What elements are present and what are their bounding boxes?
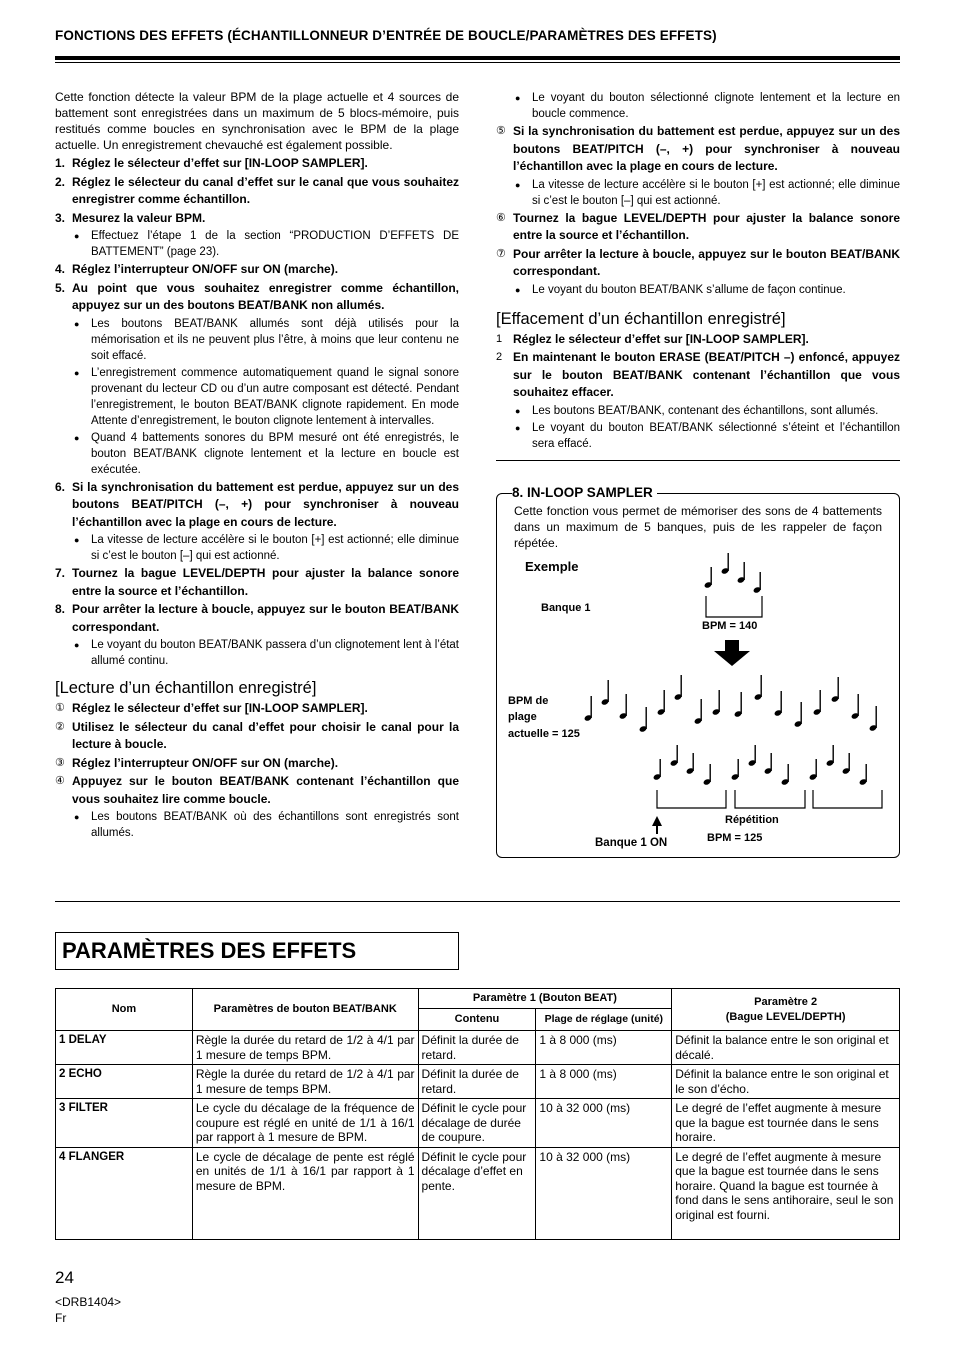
- bpm125-label: BPM = 125: [707, 832, 763, 844]
- param-beatbank: Le cycle de décalage de pente est réglé en unités de 1/1 à 16/1 par rapport à 1 mesure de BPM.: [192, 1147, 418, 1239]
- param-contenu: Définit la durée de retard.: [418, 1065, 536, 1099]
- step-text: Réglez le sélecteur du canal d’effet sur le canal que vous souhaitez enregistrer comme échantillon.: [72, 174, 459, 206]
- step-text: En maintenant le bouton ERASE (BEAT/PITCH –) enfoncé, appuyez sur le bouton BEAT/BANK contenant l’échantillon que vous souhaitez effacer.: [513, 350, 900, 399]
- bpm140-label: BPM = 140: [702, 620, 758, 632]
- step-text: Pour arrêter la lecture à boucle, appuyez sur le bouton BEAT/BANK correspondant.: [513, 246, 900, 278]
- bank1-bracket: [706, 596, 762, 617]
- bullet-dot: ●: [515, 179, 521, 190]
- repeat-bracket-1: [657, 790, 726, 808]
- header-param2-line2: (Bague LEVEL/DEPTH): [725, 1010, 846, 1023]
- bullet-text: Le voyant du bouton BEAT/BANK sélectionné s’éteint et l’échantillon sera effacé.: [532, 421, 900, 450]
- bpm-label-line3: actuelle = 125: [508, 728, 580, 740]
- step-text: Tournez la bague LEVEL/DEPTH pour ajuster la balance sonore entre la source et l’échantillon.: [72, 566, 459, 598]
- param-contenu: Définit le cycle pour décalage de durée de coupure.: [418, 1099, 536, 1148]
- param-level-depth: Définit la balance entre le son original et le son d’écho.: [672, 1065, 900, 1099]
- step-text: Réglez l’interrupteur ON/OFF sur ON (marche).: [72, 755, 339, 770]
- bullet-dot: ●: [515, 93, 521, 103]
- bullet-text: Effectuez l’étape 1 de la section “PRODUCTION D’EFFETS DE BATTEMENT” (page 23).: [91, 230, 459, 258]
- param-contenu: Définit la durée de retard.: [418, 1031, 536, 1065]
- bullet-text: Les boutons BEAT/BANK, contenant des échantillons, sont allumés.: [532, 404, 879, 417]
- bullet-dot: ●: [515, 422, 521, 433]
- bullet-dot: ●: [74, 640, 80, 650]
- bullet-dot: ●: [74, 318, 80, 329]
- step-text: Réglez le sélecteur d’effet sur [IN-LOOP SAMPLER].: [513, 331, 809, 346]
- bullet-text: Le voyant du bouton BEAT/BANK passera d’un clignotement lent à l’état allumé continu.: [91, 639, 459, 667]
- header-param2: [672, 989, 900, 1031]
- step-number: 5.: [55, 280, 66, 295]
- param-name: 2 ECHO: [56, 1065, 193, 1099]
- param-contenu: Définit le cycle pour décalage d’effet en pente.: [418, 1147, 536, 1239]
- bullet-dot: ●: [515, 284, 521, 295]
- step-text: Mesurez la valeur BPM.: [72, 210, 206, 225]
- bullet-dot: ●: [74, 432, 80, 443]
- step-text: Utilisez le sélecteur du canal d’effet pour choisir le canal pour la lecture à boucle.: [72, 719, 459, 751]
- step-number: 8.: [55, 602, 66, 616]
- bullet-dot: ●: [515, 405, 521, 416]
- repeat-bracket-3: [813, 790, 882, 808]
- bpm-label-line2: plage: [508, 711, 537, 723]
- repeat-bracket-2: [735, 790, 805, 808]
- step-text: Appuyez sur le bouton BEAT/BANK contenant l’échantillon que vous souhaitez lire comme boucle.: [72, 774, 459, 806]
- language-code: Fr: [55, 1311, 67, 1325]
- header-plage: Plage de réglage (unité): [536, 1009, 672, 1031]
- param-beatbank: Règle la durée du retard de 1/2 à 4/1 par 1 mesure de temps BPM.: [192, 1031, 418, 1065]
- step-text: Pour arrêter la lecture à boucle, appuyez sur le bouton BEAT/BANK correspondant.: [72, 602, 459, 634]
- bullet-text: Quand 4 battements sonores du BPM mesuré ont été enregistrés, le bouton BEAT/BANK clignote lentement et la lecture en boucle est exécutée.: [91, 431, 459, 476]
- bullet-text: L’enregistrement commence automatiquement quand le signal sonore provenant du lecteur CD ou d’un autre composant est détecté. Pendant l’enregistrement, le bouton BEAT/BANK clignote rapidement. En mode Attente d’enregistrement, le bouton clignote lentement à intervalles.: [91, 366, 459, 427]
- table-row: [56, 1031, 900, 1065]
- header-contenu: Contenu: [418, 1009, 536, 1031]
- param-plage: 10 à 32 000 (ms): [536, 1099, 672, 1148]
- intro-paragraph: Cette fonction détecte la valeur BPM de la plage actuelle et 4 sources de battement sont enregistrées dans un maximum de 5 blocs-mémoire, puis restitués comme boucles en synchronisation avec le BPM de la plage actuelle. Un enregistrement chevauché est également possible.: [55, 90, 459, 152]
- param-level-depth: Le degré de l’effet augmente à mesure que la bague est tournée dans le sens horaire. Quand la bague est tournée à fond dans le sens antihoraire, seul le son original est fourni.: [672, 1147, 900, 1239]
- param-name: 4 FLANGER: [56, 1147, 193, 1239]
- bullet-text: Le voyant du bouton BEAT/BANK s’allume de façon continue.: [532, 283, 846, 296]
- step-number: 4.: [55, 262, 66, 276]
- param-plage: 10 à 32 000 (ms): [536, 1147, 672, 1239]
- step-text: Si la synchronisation du battement est perdue, appuyez sur un des boutons BEAT/PITCH (–, +) pour synchroniser à nouveau l’échantillon avec la plage en cours de lecture.: [513, 124, 900, 173]
- bank1-label: Banque 1: [541, 602, 591, 614]
- section-title-effacement: [Effacement d’un échantillon enregistré]: [496, 309, 786, 328]
- step-number: ①: [55, 702, 65, 714]
- param-plage: 1 à 8 000 (ms): [536, 1065, 672, 1099]
- section-title-lecture: [Lecture d’un échantillon enregistré]: [55, 679, 317, 697]
- step-number: 7.: [55, 566, 66, 580]
- step-text: Réglez l’interrupteur ON/OFF sur ON (marche).: [72, 262, 339, 276]
- param-name: 3 FILTER: [56, 1099, 193, 1148]
- step-text: Tournez la bague LEVEL/DEPTH pour ajuster la balance sonore entre la source et l’échantillon.: [513, 210, 900, 242]
- bullet-text: La vitesse de lecture accélère si le bouton [+] est actionné; elle diminue si c’est le bouton [–] qui est actionné.: [91, 534, 459, 562]
- step-number: 6.: [55, 479, 66, 494]
- current-track-notes: [584, 675, 878, 733]
- header-param1: Paramètre 1 (Bouton BEAT): [418, 989, 672, 1009]
- example-label: Exemple: [525, 559, 579, 574]
- param-plage: 1 à 8 000 (ms): [536, 1031, 672, 1065]
- param-beatbank: Règle la durée du retard de 1/2 à 4/1 par 1 mesure de temps BPM.: [192, 1065, 418, 1099]
- params-rows: [56, 1031, 900, 1240]
- params-title: PARAMÈTRES DES EFFETS: [55, 932, 459, 970]
- box-title: 8. IN-LOOP SAMPLER: [512, 484, 657, 502]
- bullet-text: La vitesse de lecture accélère si le bouton [+] est actionné; elle diminue si c’est le bouton [–] qui est actionné.: [532, 178, 900, 207]
- repeated-notes: [653, 745, 868, 786]
- header-nom: Nom: [56, 989, 193, 1031]
- step-text: Réglez le sélecteur d’effet sur [IN-LOOP SAMPLER].: [72, 156, 368, 170]
- header-beatbank: Paramètres de bouton BEAT/BANK: [192, 989, 418, 1031]
- step-number: ⑤: [496, 125, 506, 137]
- param-beatbank: Le cycle du décalage de la fréquence de coupure est réglé en unité de 1/1 à 16/1 par rapport à 1 mesure de BPM.: [192, 1099, 418, 1148]
- step-number: ④: [55, 775, 65, 787]
- up-arrow-icon: [652, 816, 662, 834]
- down-arrow-icon: [714, 640, 750, 666]
- bullet-text: Le voyant du bouton sélectionné clignote lentement et la lecture en boucle commence.: [532, 92, 900, 120]
- step-number: 2.: [55, 174, 66, 189]
- section-rule: [55, 901, 900, 902]
- bullet-text: Les boutons BEAT/BANK allumés sont déjà utilisés pour la mémorisation et ils ne peuvent plus l’être, à moins que leur contenu ne soit effacé.: [91, 317, 459, 362]
- repetition-label: Répétition: [725, 814, 779, 826]
- step-text: Réglez le sélecteur d’effet sur [IN-LOOP SAMPLER].: [72, 701, 368, 715]
- params-table: [55, 988, 900, 1240]
- bullet-dot: ●: [74, 812, 80, 822]
- document-code: <DRB1404>: [55, 1295, 122, 1309]
- param-name: 1 DELAY: [56, 1031, 193, 1065]
- bank1-notes: [704, 553, 762, 594]
- step-number: ③: [55, 756, 65, 769]
- bullet-dot: ●: [74, 535, 80, 545]
- table-row: [56, 1099, 900, 1148]
- bullet-dot: ●: [74, 367, 80, 378]
- bullet-text: Les boutons BEAT/BANK où des échantillons sont enregistrés sont allumés.: [91, 811, 459, 839]
- step-number: 1: [496, 332, 503, 345]
- param-level-depth: Le degré de l’effet augmente à mesure que la bague est tournée dans le sens horaire.: [672, 1099, 900, 1148]
- bpm-label-line1: BPM de: [508, 695, 549, 707]
- step-text: Si la synchronisation du battement est perdue, appuyez sur un des boutons BEAT/PITCH (–, +) pour synchroniser à nouveau l’échantillon avec la plage en cours de lecture.: [72, 479, 459, 529]
- step-number: ②: [55, 720, 65, 733]
- step-number: ⑦: [496, 247, 506, 260]
- box-description: Cette fonction vous permet de mémoriser des sons de 4 battements dans un maximum de 5 banques, puis de les rappeler de façon répétée.: [514, 504, 882, 550]
- step-number: 3.: [55, 210, 66, 225]
- table-row: [56, 1065, 900, 1099]
- step-number: 1.: [55, 156, 66, 170]
- bank1-on-label: Banque 1 ON: [595, 837, 668, 849]
- table-row: [56, 1147, 900, 1239]
- step-number: ⑥: [496, 211, 506, 224]
- param-level-depth: Définit la balance entre le son original et décalé.: [672, 1031, 900, 1065]
- bullet-dot: ●: [74, 231, 80, 241]
- page-header: FONCTIONS DES EFFETS (ÉCHANTILLONNEUR D’ENTRÉE DE BOUCLE/PARAMÈTRES DES EFFETS): [55, 28, 717, 43]
- header-param2-line1: Paramètre 2: [754, 996, 818, 1008]
- step-text: Au point que vous souhaitez enregistrer comme échantillon, appuyez sur un des boutons BEAT/BANK non allumés.: [72, 280, 459, 312]
- step-number: 2: [496, 351, 503, 363]
- page-number: 24: [55, 1268, 74, 1287]
